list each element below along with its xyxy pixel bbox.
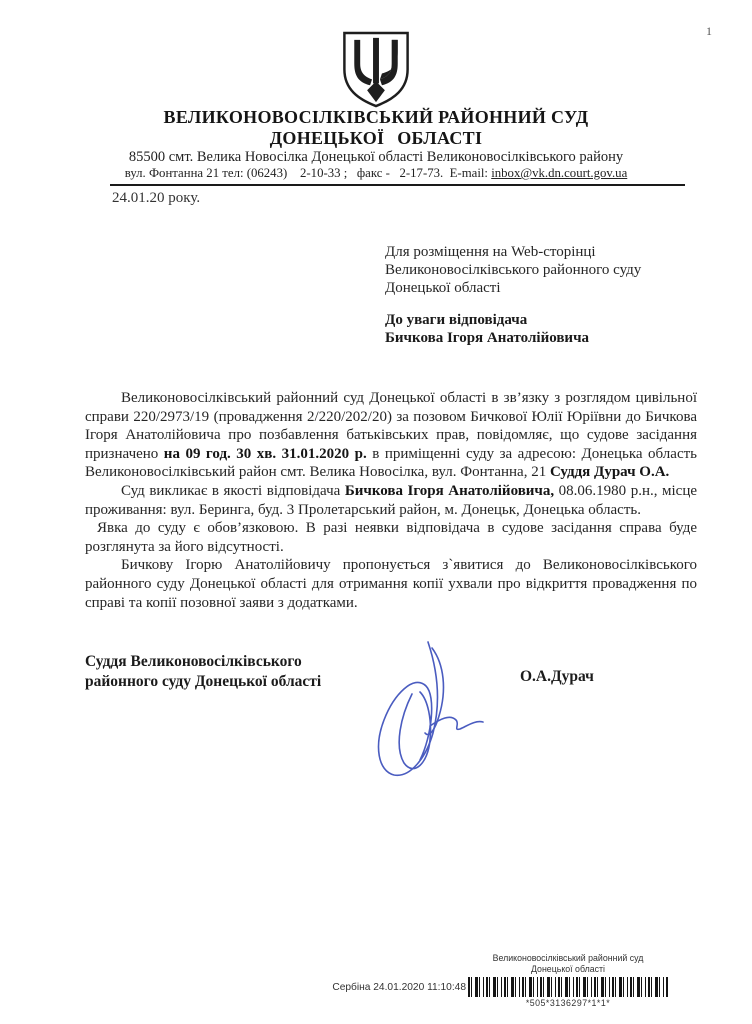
coat-of-arms-icon: [337, 30, 415, 109]
email-link: inbox@vk.dn.court.gov.ua: [491, 166, 628, 180]
registration-stamp: Сербіна 24.01.2020 11:10:48: [332, 982, 466, 993]
court-address: 85500 смт. Велика Новосілка Донецької області Великоновосілківського району: [128, 149, 624, 165]
header-divider: [110, 184, 685, 186]
paragraph-summons: Великоновосілківський районний суд Донецької області в зв’язку з розглядом цивільної справи 220/2973/19 (провадження 2/220/202/20) за позовом Бичкової Юлії Юріївни до Бичкова Ігоря Анатолійовича про позбавлення батьківських прав, повідомляє, що судове засідання призначено на 09 год. 30 хв. 31.01.2020 р. в приміщенні суду за адресою: Донецька область Великоновосілківський район смт. Велика Новосілка, вул. Фонтанна, 21 Суддя Дурач О.А.: [85, 390, 697, 481]
paragraph-mandatory-appearance: Явка до суду є обов’язковою. В разі неявки відповідача в судове засідання справа буде розглянута за його відсутності.: [85, 520, 697, 555]
recipient-line: Великоновосілківського районного суду: [385, 262, 642, 278]
footer-court-line1: Великоновосілківський районний суд: [492, 953, 644, 963]
document-body: [85, 389, 697, 612]
footer-barcode-block: [468, 953, 668, 1009]
footer-court-line2: Донецької області: [531, 963, 605, 974]
court-name-line2: ДОНЕЦЬКОЇ ОБЛАСТІ: [269, 128, 483, 148]
recipient-block: [385, 243, 641, 347]
court-name-line1: ВЕЛИКОНОВОСІЛКІВСЬКИЙ РАЙОННИЙ СУД: [163, 107, 589, 127]
court-contact-line: [0, 166, 752, 181]
paragraph-defendant: Суд викликає в якості відповідача Бичкова Ігоря Анатолійовича, 08.06.1980 р.н., місце проживання: вул. Беринга, буд. 3 Пролетарський район, м. Донецьк, Донецька область.: [85, 482, 698, 518]
court-name: [0, 107, 752, 149]
paragraph-copies: Бичкову Ігорю Анатолійовичу пропонується з`явитися до Великоновосілківського районного суду Донецької області для отримання копії ухвали про відкриття провадження по справі та копії позовної заяви з додатками.: [85, 557, 697, 611]
attention-line: Бичкова Ігоря Анатолійовича: [385, 330, 590, 346]
judge-title: Суддя Великоновосілківського районного суду Донецької області: [85, 653, 322, 690]
recipient-line: Донецької області: [385, 280, 501, 296]
signature-scribble: [370, 636, 505, 788]
document-date: 24.01.20 року.: [112, 190, 201, 206]
attention-line: До уваги відповідача: [385, 312, 528, 328]
judge-name: О.А.Дурач: [520, 668, 594, 685]
barcode-caption: *505*3136297*1*1*: [525, 998, 611, 1008]
barcode: [468, 977, 668, 997]
contact-text: вул. Фонтанна 21 тел: (06243) 2-10-33 ; факс - 2-17-73. E-mail:: [124, 166, 492, 180]
page-number: 1: [706, 24, 712, 38]
recipient-line: Для розміщення на Web-сторінці: [385, 244, 596, 260]
